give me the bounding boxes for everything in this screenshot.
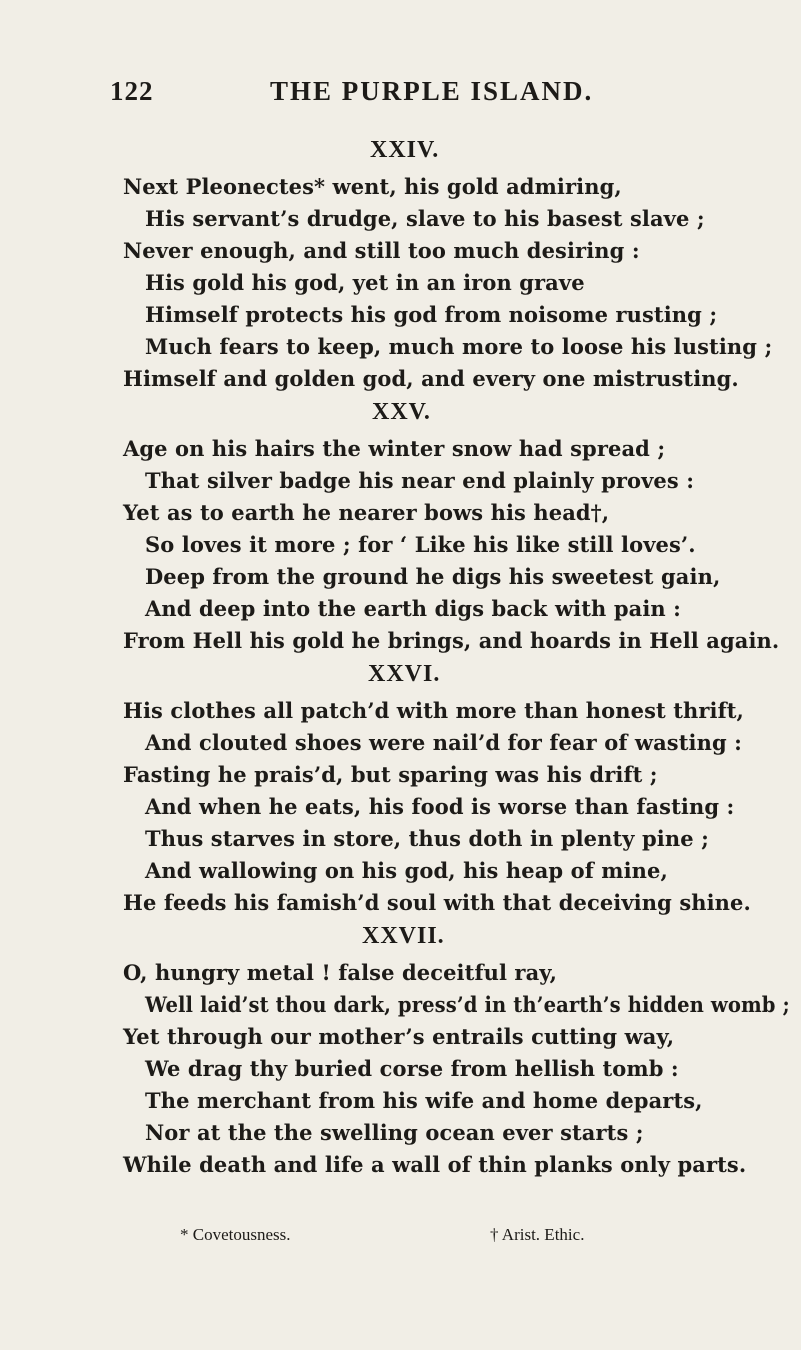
verse-line: Well laid’st thou dark, press’d in th’earth’s hidden womb ; bbox=[145, 992, 790, 1017]
verse-line: From Hell his gold he brings, and hoards in Hell again. bbox=[123, 628, 780, 653]
verse-line: Much fears to keep, much more to loose his lusting ; bbox=[145, 334, 773, 359]
verse-line: And when he eats, his food is worse than fasting : bbox=[145, 794, 735, 819]
verse-line: Deep from the ground he digs his sweetest gain, bbox=[145, 564, 721, 589]
stanza-number: XXVII. bbox=[362, 923, 445, 949]
verse-line: And clouted shoes were nail’d for fear of wasting : bbox=[145, 730, 742, 755]
verse-line: Thus starves in store, thus doth in plenty pine ; bbox=[145, 826, 709, 851]
verse-line: His gold his god, yet in an iron grave bbox=[145, 270, 585, 295]
stanza-number: XXVI. bbox=[368, 661, 441, 687]
verse-line: O, hungry metal ! false deceitful ray, bbox=[123, 960, 558, 985]
verse-line: Never enough, and still too much desiring : bbox=[123, 238, 640, 263]
footnotes bbox=[0, 1225, 801, 1251]
verse-line: His clothes all patch’d with more than honest thrift, bbox=[123, 698, 744, 723]
verse-line: Himself and golden god, and every one mistrusting. bbox=[123, 366, 739, 391]
verse-line: So loves it more ; for ‘ Like his like still loves’. bbox=[145, 532, 696, 557]
verse-line: Himself protects his god from noisome rusting ; bbox=[145, 302, 718, 327]
verse-line: He feeds his famish’d soul with that deceiving shine. bbox=[123, 890, 751, 915]
page-header bbox=[110, 76, 670, 116]
verse-line: Nor at the the swelling ocean ever starts ; bbox=[145, 1120, 644, 1145]
running-title: THE PURPLE ISLAND. bbox=[270, 76, 594, 106]
verse-line: Age on his hairs the winter snow had spread ; bbox=[123, 436, 666, 461]
verse-line: And deep into the earth digs back with pain : bbox=[145, 596, 682, 621]
stanza-number: XXIV. bbox=[370, 137, 440, 163]
verse-line: Yet as to earth he nearer bows his head†, bbox=[123, 500, 610, 525]
footnote-covetousness: * Covetousness. bbox=[180, 1225, 291, 1244]
verse-line: Next Pleonectes* went, his gold admiring, bbox=[123, 174, 622, 199]
verse-line: Fasting he prais’d, but sparing was his drift ; bbox=[123, 762, 658, 787]
verse-line: We drag thy buried corse from hellish tomb : bbox=[145, 1056, 679, 1081]
verse-line: The merchant from his wife and home departs, bbox=[145, 1088, 703, 1113]
verse-line: While death and life a wall of thin planks only parts. bbox=[123, 1152, 747, 1177]
page-number: 122 bbox=[110, 76, 154, 106]
verse-line: Yet through our mother’s entrails cutting way, bbox=[123, 1024, 675, 1049]
verse-line: His servant’s drudge, slave to his basest slave ; bbox=[145, 206, 705, 231]
verse-line: That silver badge his near end plainly proves : bbox=[145, 468, 695, 493]
stanza-number: XXV. bbox=[372, 399, 431, 425]
footnote-aristotle: † Arist. Ethic. bbox=[490, 1225, 585, 1244]
verse-line: And wallowing on his god, his heap of mine, bbox=[145, 858, 668, 883]
